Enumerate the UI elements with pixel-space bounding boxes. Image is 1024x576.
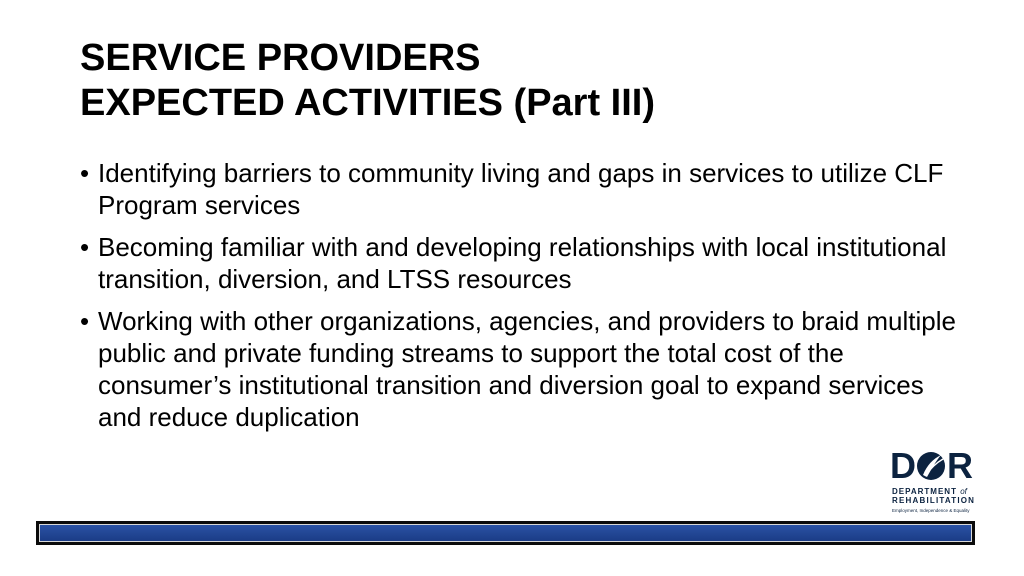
logo-department-text: DEPARTMENT [892,487,957,496]
slide-title-line-2: EXPECTED ACTIVITIES (Part III) [80,82,656,124]
logo-wordmark [890,446,972,486]
logo-department-line [892,487,967,496]
slide-title [80,36,655,126]
logo-rehabilitation-line: REHABILITATION [892,496,976,505]
bullet-text: Working with other organizations, agencies, and providers to braid multiple public and private funding streams to support the total cost of the consumer’s institutional transition and diversion goal to expand services and reduce duplication [98,306,956,432]
bullet-text: Identifying barriers to community living and gaps in services to utilize CLF Program services [98,158,944,220]
footer-bar [36,521,975,545]
logo-of-text: of [960,487,967,496]
slide-title-line-1: SERVICE PROVIDERS [80,37,481,79]
bullet-marker: • [80,232,90,262]
bullet-text: Becoming familiar with and developing relationships with local institutional transition, diversion, and LTSS resources [98,232,947,294]
logo-tagline: Employment, Independence & Equality [892,508,970,513]
bullet-marker: • [80,306,90,336]
bullet-list [80,157,960,443]
footer-bar-fill [39,524,972,542]
dor-logo [890,445,976,518]
logo-letter-d: D [890,445,915,486]
bullet-item [80,231,960,295]
bullet-item [80,305,960,433]
bullet-marker: • [80,158,90,188]
dor-o-icon [916,451,946,481]
bullet-item [80,157,960,221]
logo-letter-r: R [947,445,972,486]
